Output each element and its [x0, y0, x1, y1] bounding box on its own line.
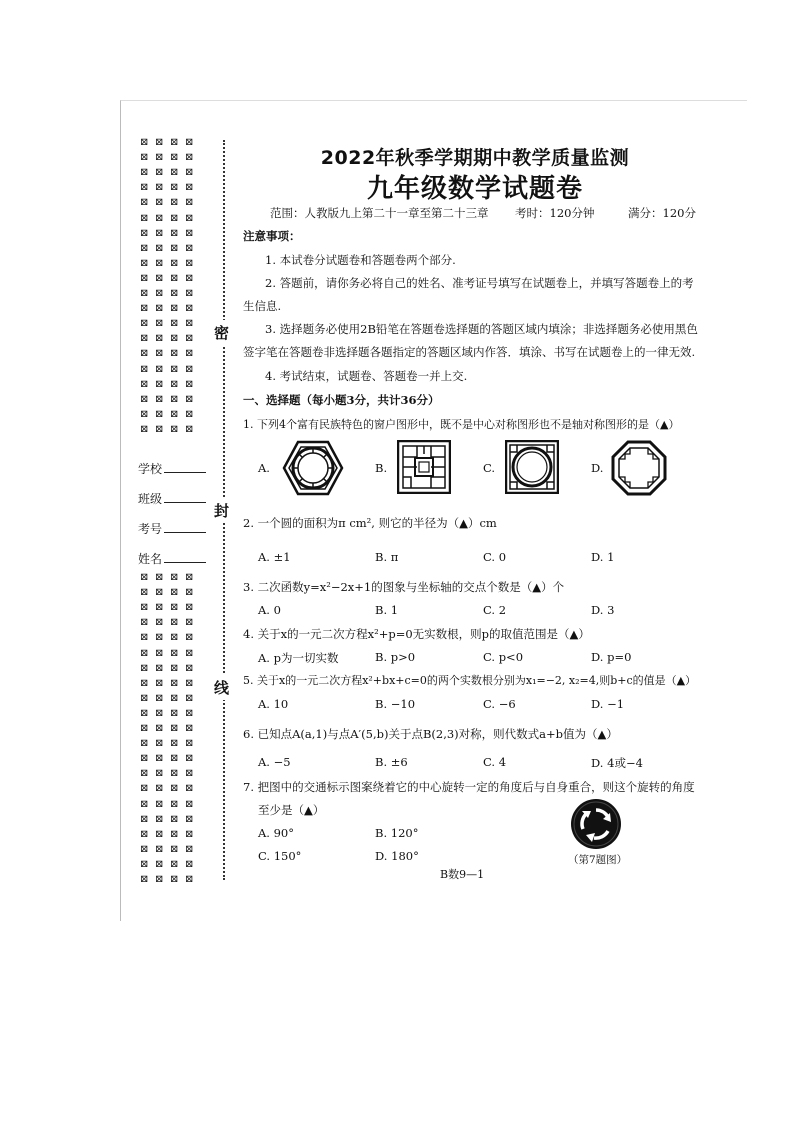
grid-cell-glyph: ⊠: [155, 137, 164, 148]
grid-cell-glyph: ⊠: [170, 212, 179, 224]
grid-cell-glyph: ⊠: [170, 768, 179, 780]
grid-cell-glyph: ⊠: [170, 828, 179, 840]
question-4-stem: 4. 关于x的一元二次方程x²+p=0无实数根，则p的取值范围是（▲）: [243, 627, 590, 641]
grid-cell-glyph: ⊠: [185, 843, 194, 855]
grid-cell-glyph: ⊠: [140, 843, 149, 855]
notes-heading: 注意事项：: [243, 229, 301, 243]
grid-cell-glyph: ⊠: [170, 333, 179, 345]
grid-cell-glyph: ⊠: [140, 783, 149, 795]
grid-cell-glyph: ⊠: [155, 423, 164, 435]
grid-cell-glyph: ⊠: [140, 858, 149, 870]
grid-cell-glyph: ⊠: [140, 363, 149, 375]
grid-cell-glyph: ⊠: [185, 272, 194, 284]
q5-option-b[interactable]: B. −10: [375, 697, 416, 711]
note-4: 4. 考试结束，试题卷、答题卷一并上交.: [265, 369, 468, 383]
window-figure-a: [282, 440, 344, 496]
grid-cell-glyph: ⊠: [140, 197, 149, 209]
grid-cell-glyph: ⊠: [155, 348, 164, 360]
grid-cell-glyph: ⊠: [170, 182, 179, 194]
grid-cell-glyph: ⊠: [155, 378, 164, 390]
grid-cell-glyph: ⊠: [185, 768, 194, 780]
grid-cell-glyph: ⊠: [170, 677, 179, 689]
grid-cell-glyph: ⊠: [140, 288, 149, 299]
grid-cell-glyph: ⊠: [170, 288, 179, 299]
grid-cell-glyph: ⊠: [155, 768, 164, 780]
grid-cell-glyph: ⊠: [185, 572, 194, 583]
grid-cell-glyph: ⊠: [140, 874, 149, 885]
grid-cell-glyph: ⊠: [185, 738, 194, 750]
grid-cell-glyph: ⊠: [185, 227, 194, 239]
grid-cell-glyph: ⊠: [170, 348, 179, 360]
grid-cell-glyph: ⊠: [170, 393, 179, 405]
grid-cell-glyph: ⊠: [140, 408, 149, 420]
traffic-sign-figure: [570, 798, 622, 850]
grid-cell-glyph: ⊠: [155, 197, 164, 209]
exam-number-field[interactable]: [138, 520, 206, 537]
grid-cell-glyph: ⊠: [140, 738, 149, 750]
grid-cell-glyph: ⊠: [170, 617, 179, 629]
grid-cell-glyph: ⊠: [170, 798, 179, 810]
q3-option-a[interactable]: A. 0: [258, 603, 281, 617]
grid-cell-glyph: ⊠: [155, 647, 164, 659]
q5-option-a[interactable]: A. 10: [258, 697, 289, 711]
grid-cell-glyph: ⊠: [140, 798, 149, 810]
note-2: 2. 答题前，请你务必将自己的姓名、准考证号填写在试题卷上，并填写答题卷上的考: [265, 276, 694, 290]
grid-cell-glyph: ⊠: [170, 152, 179, 164]
exam-number-label: 考号: [138, 522, 163, 536]
grid-cell-glyph: ⊠: [185, 197, 194, 209]
q2-option-d[interactable]: D. 1: [591, 550, 615, 564]
q2-option-c[interactable]: C. 0: [483, 550, 507, 564]
grid-cell-glyph: ⊠: [140, 303, 149, 315]
figure-7-caption: （第7题图）: [568, 854, 628, 866]
grid-cell-glyph: ⊠: [155, 182, 164, 194]
grid-cell-glyph: ⊠: [155, 288, 164, 299]
q7-option-d[interactable]: D. 180°: [375, 849, 419, 863]
grid-cell-glyph: ⊠: [185, 828, 194, 840]
grid-cell-glyph: ⊠: [140, 242, 149, 254]
grid-cell-glyph: ⊠: [155, 303, 164, 315]
question-6-stem: 6. 已知点A(a,1)与点A′(5,b)关于点B(2,3)对称，则代数式a+b值为（▲）: [243, 727, 618, 741]
grid-cell-glyph: ⊠: [170, 318, 179, 330]
grid-cell-glyph: ⊠: [155, 602, 164, 614]
grid-cell-glyph: ⊠: [170, 843, 179, 855]
grid-cell-glyph: ⊠: [185, 632, 194, 644]
grid-cell-glyph: ⊠: [185, 182, 194, 194]
grid-cell-glyph: ⊠: [185, 423, 194, 435]
q5-option-c[interactable]: C. −6: [483, 697, 516, 711]
grid-cell-glyph: ⊠: [155, 874, 164, 885]
grid-cell-glyph: ⊠: [140, 348, 149, 360]
grid-cell-glyph: ⊠: [155, 828, 164, 840]
seal-mark-xian: 线: [214, 675, 229, 700]
grid-cell-glyph: ⊠: [155, 393, 164, 405]
question-7-stem: 7. 把图中的交通标示图案绕着它的中心旋转一定的角度后与自身重合，则这个旋转的角度: [243, 780, 695, 794]
note-2-cont: 生信息.: [243, 299, 282, 313]
exam-title-line1: 2022年秋季学期期中教学质量监测: [320, 147, 630, 169]
grid-cell-glyph: ⊠: [170, 197, 179, 209]
grid-cell-glyph: ⊠: [170, 813, 179, 825]
grid-cell-glyph: ⊠: [140, 393, 149, 405]
grid-cell-glyph: ⊠: [185, 288, 194, 299]
grid-cell-glyph: ⊠: [155, 152, 164, 164]
question-2-stem: 2. 一个圆的面积为π cm², 则它的半径为（▲）cm: [243, 516, 497, 530]
q1-option-d-label[interactable]: D.: [591, 461, 604, 475]
grid-cell-glyph: ⊠: [140, 378, 149, 390]
grid-cell-glyph: ⊠: [185, 602, 194, 614]
grid-cell-glyph: ⊠: [185, 617, 194, 629]
grid-cell-glyph: ⊠: [170, 692, 179, 704]
seal-mark-mi: 密: [214, 320, 229, 345]
grid-cell-glyph: ⊠: [155, 632, 164, 644]
grid-cell-glyph: ⊠: [185, 303, 194, 315]
grid-cell-glyph: ⊠: [140, 272, 149, 284]
grid-cell-glyph: ⊠: [140, 617, 149, 629]
grid-cell-glyph: ⊠: [140, 587, 149, 599]
q4-option-a[interactable]: A. p为一切实数: [258, 651, 339, 665]
q4-option-d[interactable]: D. p=0: [591, 650, 632, 664]
grid-cell-glyph: ⊠: [170, 783, 179, 795]
grid-cell-glyph: ⊠: [155, 272, 164, 284]
grid-cell-glyph: ⊠: [185, 813, 194, 825]
grid-cell-glyph: ⊠: [185, 137, 194, 148]
grid-cell-glyph: ⊠: [185, 257, 194, 269]
q3-option-d[interactable]: D. 3: [591, 603, 615, 617]
grid-cell-glyph: ⊠: [185, 393, 194, 405]
grid-cell-glyph: ⊠: [140, 813, 149, 825]
exam-title-line2: 九年级数学试题卷: [366, 174, 583, 204]
grid-cell-glyph: ⊠: [185, 707, 194, 719]
grid-cell-glyph: ⊠: [155, 587, 164, 599]
grid-cell-glyph: ⊠: [170, 662, 179, 674]
grid-cell-glyph: ⊠: [185, 363, 194, 375]
grid-cell-glyph: ⊠: [170, 723, 179, 734]
question-3-stem: 3. 二次函数y=x²−2x+1的图象与坐标轴的交点个数是（▲）个: [243, 580, 565, 594]
q6-option-a[interactable]: A. −5: [258, 755, 291, 769]
window-figure-b: [397, 440, 451, 494]
question-5-stem: 5. 关于x的一元二次方程x²+bx+c=0的两个实数根分别为x₁=−2, x₂=4,则b+c的值是（▲）: [243, 674, 697, 687]
grid-cell-glyph: ⊠: [170, 647, 179, 659]
grid-cell-glyph: ⊠: [140, 167, 149, 179]
grid-cell-glyph: ⊠: [140, 318, 149, 330]
grid-cell-glyph: ⊠: [140, 257, 149, 269]
grid-cell-glyph: ⊠: [155, 333, 164, 345]
q6-option-c[interactable]: C. 4: [483, 755, 507, 769]
question-1-stem: 1. 下列4个富有民族特色的窗户图形中，既不是中心对称图形也不是轴对称图形的是（▲）: [243, 418, 680, 431]
grid-cell-glyph: ⊠: [155, 257, 164, 269]
grid-cell-glyph: ⊠: [155, 662, 164, 674]
grid-cell-glyph: ⊠: [170, 167, 179, 179]
seal-mark-feng: 封: [214, 498, 229, 523]
grid-cell-glyph: ⊠: [155, 738, 164, 750]
grid-cell-glyph: ⊠: [185, 408, 194, 420]
grid-cell-glyph: ⊠: [170, 272, 179, 284]
q6-option-d[interactable]: D. 4或−4: [591, 756, 643, 770]
grid-cell-glyph: ⊠: [155, 617, 164, 629]
grid-cell-glyph: ⊠: [185, 783, 194, 795]
grid-cell-glyph: ⊠: [155, 723, 164, 734]
question-7-stem-cont: 至少是（▲）: [258, 803, 325, 817]
grid-cell-glyph: ⊠: [170, 242, 179, 254]
q4-option-c[interactable]: C. p<0: [483, 650, 524, 664]
grid-cell-glyph: ⊠: [155, 692, 164, 704]
grid-cell-glyph: ⊠: [155, 227, 164, 239]
q7-option-a[interactable]: A. 90°: [258, 826, 294, 840]
grid-cell-glyph: ⊠: [140, 423, 149, 435]
q5-option-d[interactable]: D. −1: [591, 697, 625, 711]
grid-cell-glyph: ⊠: [140, 647, 149, 659]
grid-cell-glyph: ⊠: [140, 707, 149, 719]
q3-option-c[interactable]: C. 2: [483, 603, 507, 617]
grid-cell-glyph: ⊠: [140, 333, 149, 345]
grid-cell-glyph: ⊠: [185, 318, 194, 330]
q7-option-c[interactable]: C. 150°: [258, 849, 302, 863]
grid-cell-glyph: ⊠: [140, 828, 149, 840]
grid-cell-glyph: ⊠: [155, 242, 164, 254]
grid-cell-glyph: ⊠: [155, 318, 164, 330]
q1-option-a-label[interactable]: A.: [258, 461, 270, 475]
grid-cell-glyph: ⊠: [185, 242, 194, 254]
grid-cell-glyph: ⊠: [140, 152, 149, 164]
grid-cell-glyph: ⊠: [185, 798, 194, 810]
grid-cell-glyph: ⊠: [170, 423, 179, 435]
grid-cell-glyph: ⊠: [185, 378, 194, 390]
grid-cell-glyph: ⊠: [170, 874, 179, 885]
page-footer: B数9—1: [440, 868, 485, 881]
name-label: 姓名: [138, 552, 163, 566]
grid-cell-glyph: ⊠: [185, 677, 194, 689]
grid-cell-glyph: ⊠: [140, 662, 149, 674]
name-field[interactable]: [138, 550, 206, 567]
grid-cell-glyph: ⊠: [140, 602, 149, 614]
grid-cell-glyph: ⊠: [155, 363, 164, 375]
grid-cell-glyph: ⊠: [140, 692, 149, 704]
grid-cell-glyph: ⊠: [185, 647, 194, 659]
grid-cell-glyph: ⊠: [185, 587, 194, 599]
grid-cell-glyph: ⊠: [155, 212, 164, 224]
grid-cell-glyph: ⊠: [170, 303, 179, 315]
grid-cell-glyph: ⊠: [155, 753, 164, 765]
note-3: 3. 选择题务必使用2B铅笔在答题卷选择题的答题区域内填涂；非选择题务必使用黑色: [265, 322, 698, 336]
grid-cell-glyph: ⊠: [170, 738, 179, 750]
grid-cell-glyph: ⊠: [170, 632, 179, 644]
grid-cell-glyph: ⊠: [170, 602, 179, 614]
grid-cell-glyph: ⊠: [155, 783, 164, 795]
q6-option-b[interactable]: B. ±6: [375, 755, 408, 769]
q1-option-c-label[interactable]: C.: [483, 461, 496, 475]
q3-option-b[interactable]: B. 1: [375, 603, 399, 617]
grid-cell-glyph: ⊠: [140, 182, 149, 194]
grid-cell-glyph: ⊠: [140, 677, 149, 689]
grid-cell-glyph: ⊠: [155, 707, 164, 719]
q7-option-b[interactable]: B. 120°: [375, 826, 419, 840]
grid-cell-glyph: ⊠: [155, 572, 164, 583]
grid-cell-glyph: ⊠: [170, 707, 179, 719]
q2-option-a[interactable]: A. ±1: [258, 550, 291, 564]
grid-cell-glyph: ⊠: [170, 753, 179, 765]
grid-cell-glyph: ⊠: [170, 858, 179, 870]
grid-cell-glyph: ⊠: [140, 212, 149, 224]
grid-cell-glyph: ⊠: [185, 753, 194, 765]
exam-time: 考时：120分钟: [515, 206, 595, 220]
q2-option-b[interactable]: B. π: [375, 550, 399, 564]
grid-cell-glyph: ⊠: [140, 768, 149, 780]
grid-cell-glyph: ⊠: [170, 572, 179, 583]
grid-cell-glyph: ⊠: [155, 167, 164, 179]
grid-cell-glyph: ⊠: [170, 587, 179, 599]
grid-cell-glyph: ⊠: [185, 348, 194, 360]
grid-cell-glyph: ⊠: [185, 152, 194, 164]
grid-cell-glyph: ⊠: [155, 843, 164, 855]
school-label: 学校: [138, 462, 163, 476]
note-3-cont: 签字笔在答题卷非选择题各题指定的答题区域内作答．填涂、书写在试题卷上的一律无效.: [243, 345, 696, 359]
class-label: 班级: [138, 492, 163, 506]
grid-cell-glyph: ⊠: [185, 212, 194, 224]
school-field[interactable]: [138, 460, 206, 477]
grid-cell-glyph: ⊠: [185, 723, 194, 734]
grid-cell-glyph: ⊠: [170, 137, 179, 148]
grid-cell-glyph: ⊠: [155, 813, 164, 825]
class-field[interactable]: [138, 490, 206, 507]
grid-cell-glyph: ⊠: [155, 798, 164, 810]
grid-cell-glyph: ⊠: [185, 874, 194, 885]
grid-cell-glyph: ⊠: [170, 408, 179, 420]
grid-cell-glyph: ⊠: [140, 723, 149, 734]
grid-cell-glyph: ⊠: [185, 692, 194, 704]
grid-cell-glyph: ⊠: [155, 677, 164, 689]
exam-scope: 范围：人教版九上第二十一章至第二十三章: [270, 206, 489, 220]
note-1: 1. 本试卷分试题卷和答题卷两个部分.: [265, 253, 456, 267]
grid-cell-glyph: ⊠: [170, 227, 179, 239]
grid-cell-glyph: ⊠: [170, 378, 179, 390]
grid-cell-glyph: ⊠: [140, 137, 149, 148]
grid-cell-glyph: ⊠: [185, 858, 194, 870]
section-1-heading: 一、选择题（每小题3分，共计36分）: [243, 393, 440, 407]
q1-option-b-label[interactable]: B.: [375, 461, 388, 475]
grid-cell-glyph: ⊠: [170, 257, 179, 269]
window-figure-c: [505, 440, 559, 494]
grid-cell-glyph: ⊠: [140, 632, 149, 644]
grid-cell-glyph: ⊠: [170, 363, 179, 375]
grid-cell-glyph: ⊠: [185, 662, 194, 674]
q4-option-b[interactable]: B. p>0: [375, 650, 416, 664]
exam-score: 满分：120分: [628, 206, 696, 220]
grid-cell-glyph: ⊠: [140, 227, 149, 239]
grid-cell-glyph: ⊠: [155, 858, 164, 870]
grid-cell-glyph: ⊠: [185, 333, 194, 345]
grid-cell-glyph: ⊠: [140, 753, 149, 765]
grid-cell-glyph: ⊠: [140, 572, 149, 583]
grid-cell-glyph: ⊠: [155, 408, 164, 420]
window-figure-d: [611, 440, 667, 496]
grid-cell-glyph: ⊠: [185, 167, 194, 179]
